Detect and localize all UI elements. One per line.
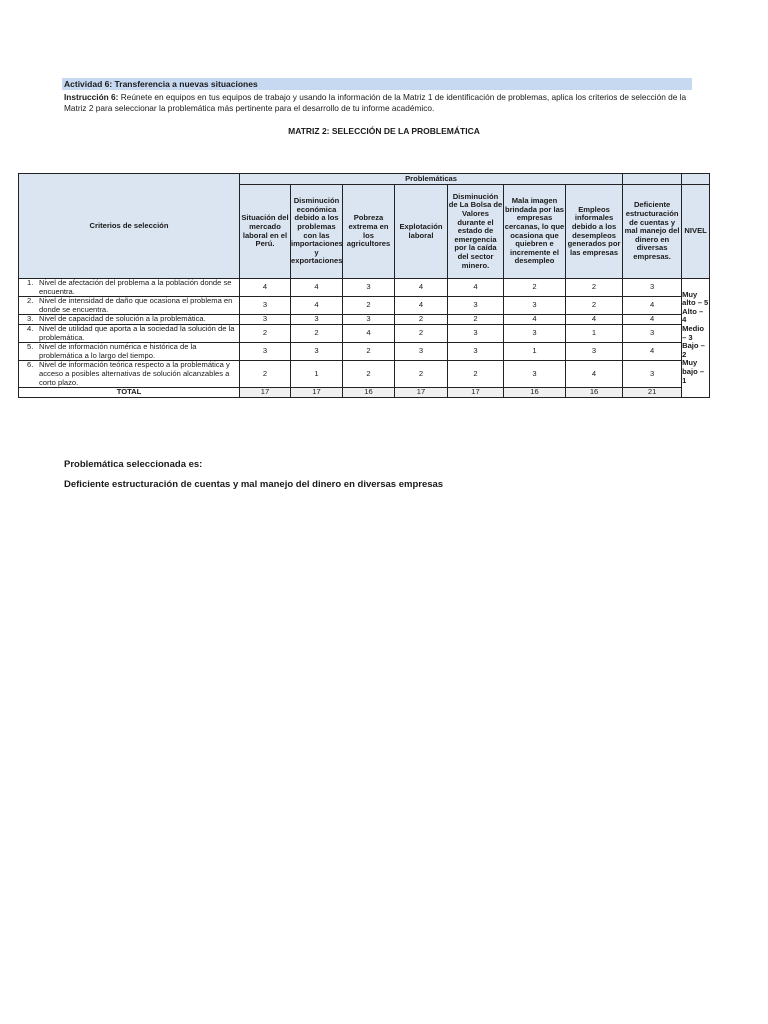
score-cell: 2: [395, 324, 448, 342]
blank-header-cell: [682, 174, 710, 185]
instruction-paragraph: [64, 92, 694, 114]
total-cell: 16: [343, 388, 395, 398]
selection-matrix: [18, 173, 710, 398]
score-cell: 1: [504, 343, 566, 361]
level-item: Bajo – 2: [682, 341, 705, 359]
criterion-number: 4.: [27, 323, 34, 333]
criteria-header: Criterios de selección: [19, 174, 240, 279]
criterion-cell: [19, 343, 240, 361]
score-cell: 4: [623, 343, 682, 361]
criterion-text: Nivel de afectación del problema a la población donde se encuentra.: [39, 278, 232, 296]
score-cell: 4: [566, 315, 623, 325]
level-item: Medio – 3: [682, 323, 705, 342]
score-cell: 3: [240, 297, 291, 315]
score-cell: 3: [448, 324, 504, 342]
total-cell: 16: [566, 388, 623, 398]
total-cell: 17: [291, 388, 343, 398]
level-item: Alto – 4: [682, 306, 704, 325]
total-cell: 21: [623, 388, 682, 398]
criterion-number: 6.: [27, 360, 34, 370]
score-cell: 2: [395, 361, 448, 388]
score-cell: 2: [240, 324, 291, 342]
score-cell: 2: [566, 279, 623, 297]
score-cell: 3: [291, 343, 343, 361]
criterion-number: 5.: [27, 342, 34, 352]
criterion-cell: [19, 324, 240, 342]
column-header: Explotación laboral: [395, 185, 448, 279]
criterion-cell: [19, 361, 240, 388]
score-cell: 3: [623, 324, 682, 342]
selected-problem-value: Deficiente estructuración de cuentas y mal manejo del dinero en diversas empresas: [64, 479, 444, 490]
score-cell: 2: [291, 324, 343, 342]
matrix-title: MATRIZ 2: SELECCIÓN DE LA PROBLEMÁTICA: [288, 126, 480, 136]
criterion-cell: [19, 297, 240, 315]
score-cell: 2: [448, 361, 504, 388]
score-cell: 4: [240, 279, 291, 297]
score-cell: 2: [504, 279, 566, 297]
total-label: TOTAL: [19, 388, 240, 398]
column-header: Empleos informales debido a los desempleos generados por las empresas: [566, 185, 623, 279]
criterion-text: Nivel de utilidad que aporta a la sociedad la solución de la problemática.: [39, 323, 235, 342]
score-cell: 4: [448, 279, 504, 297]
criterion-text: Nivel de intensidad de daño que ocasiona el problema en donde se encuentra.: [39, 296, 233, 314]
score-cell: 1: [291, 361, 343, 388]
selected-problem-label: Problemática seleccionada es:: [64, 459, 203, 470]
total-row: [19, 388, 710, 398]
column-header: Situación del mercado laboral en el Perú.: [240, 185, 291, 279]
criterion-cell: [19, 279, 240, 297]
table-row: [19, 361, 710, 388]
score-cell: 3: [240, 343, 291, 361]
criterion-text: Nivel de información numérica e histórica de la problemática a lo largo del tiempo.: [39, 342, 197, 360]
total-cell: 17: [448, 388, 504, 398]
table-row: [19, 297, 710, 315]
table-row: [19, 279, 710, 297]
criterion-number: 2.: [27, 296, 34, 306]
table-row: [19, 343, 710, 361]
score-cell: 4: [291, 279, 343, 297]
score-cell: 3: [343, 279, 395, 297]
criterion-text: Nivel de información teórica respecto a la problemática y acceso a posibles alternativas de solución alcanzables a corto plazo.: [39, 360, 230, 387]
score-cell: 1: [566, 324, 623, 342]
score-cell: 2: [448, 315, 504, 325]
score-cell: 3: [504, 324, 566, 342]
instruction-text: Reúnete en equipos en tus equipos de trabajo y usando la información de la Matriz 1 de identificación de problemas, aplica los criterios de selección de la Matriz 2 para seleccionar la problemática más pertinente para el desarrollo de tu informe académico.: [64, 92, 687, 113]
score-cell: 3: [623, 361, 682, 388]
score-cell: 3: [623, 279, 682, 297]
score-cell: 3: [343, 315, 395, 325]
score-cell: 2: [240, 361, 291, 388]
level-item: Muy bajo – 1: [682, 358, 705, 385]
column-header: Disminución económica debido a los problemas con las importaciones y exportaciones: [291, 185, 343, 279]
column-header: Disminución de La Bolsa de Valores durante el estado de emergencia por la caída del sector minero.: [448, 185, 504, 279]
score-cell: 2: [566, 297, 623, 315]
score-cell: 2: [343, 343, 395, 361]
activity-title: Actividad 6: Transferencia a nuevas situaciones: [62, 78, 692, 90]
criterion-number: 1.: [27, 278, 34, 287]
column-header: Mala imagen brindada por las empresas cercanas, lo que ocasiona que quiebren e incremente el desempleo: [504, 185, 566, 279]
instruction-label: Instrucción 6:: [64, 92, 119, 102]
score-cell: 4: [623, 297, 682, 315]
level-item: Muy alto – 5: [682, 289, 709, 308]
score-cell: 3: [566, 343, 623, 361]
score-cell: 2: [343, 297, 395, 315]
score-cell: 3: [504, 297, 566, 315]
score-cell: 4: [395, 279, 448, 297]
score-cell: 4: [395, 297, 448, 315]
blank-header-cell: [623, 174, 682, 185]
column-header: Pobreza extrema en los agricultores: [343, 185, 395, 279]
score-cell: 4: [343, 324, 395, 342]
total-cell: 16: [504, 388, 566, 398]
score-cell: 4: [566, 361, 623, 388]
score-cell: 2: [395, 315, 448, 325]
score-cell: 3: [448, 297, 504, 315]
levels-legend: [682, 279, 710, 398]
score-cell: 4: [623, 315, 682, 325]
criterion-number: 3.: [27, 314, 34, 324]
total-cell: 17: [240, 388, 291, 398]
problematicas-header: Problemáticas: [240, 174, 623, 185]
column-header: Deficiente estructuración de cuentas y mal manejo del dinero en diversas empresas.: [623, 185, 682, 279]
score-cell: 3: [504, 361, 566, 388]
score-cell: 3: [291, 315, 343, 325]
score-cell: 3: [448, 343, 504, 361]
criterion-text: Nivel de capacidad de solución a la problemática.: [39, 314, 206, 324]
score-cell: 3: [395, 343, 448, 361]
score-cell: 4: [504, 315, 566, 325]
score-cell: 2: [343, 361, 395, 388]
table-row: [19, 324, 710, 342]
nivel-header: NIVEL: [682, 185, 710, 279]
score-cell: 4: [291, 297, 343, 315]
score-cell: 3: [240, 315, 291, 325]
total-cell: 17: [395, 388, 448, 398]
